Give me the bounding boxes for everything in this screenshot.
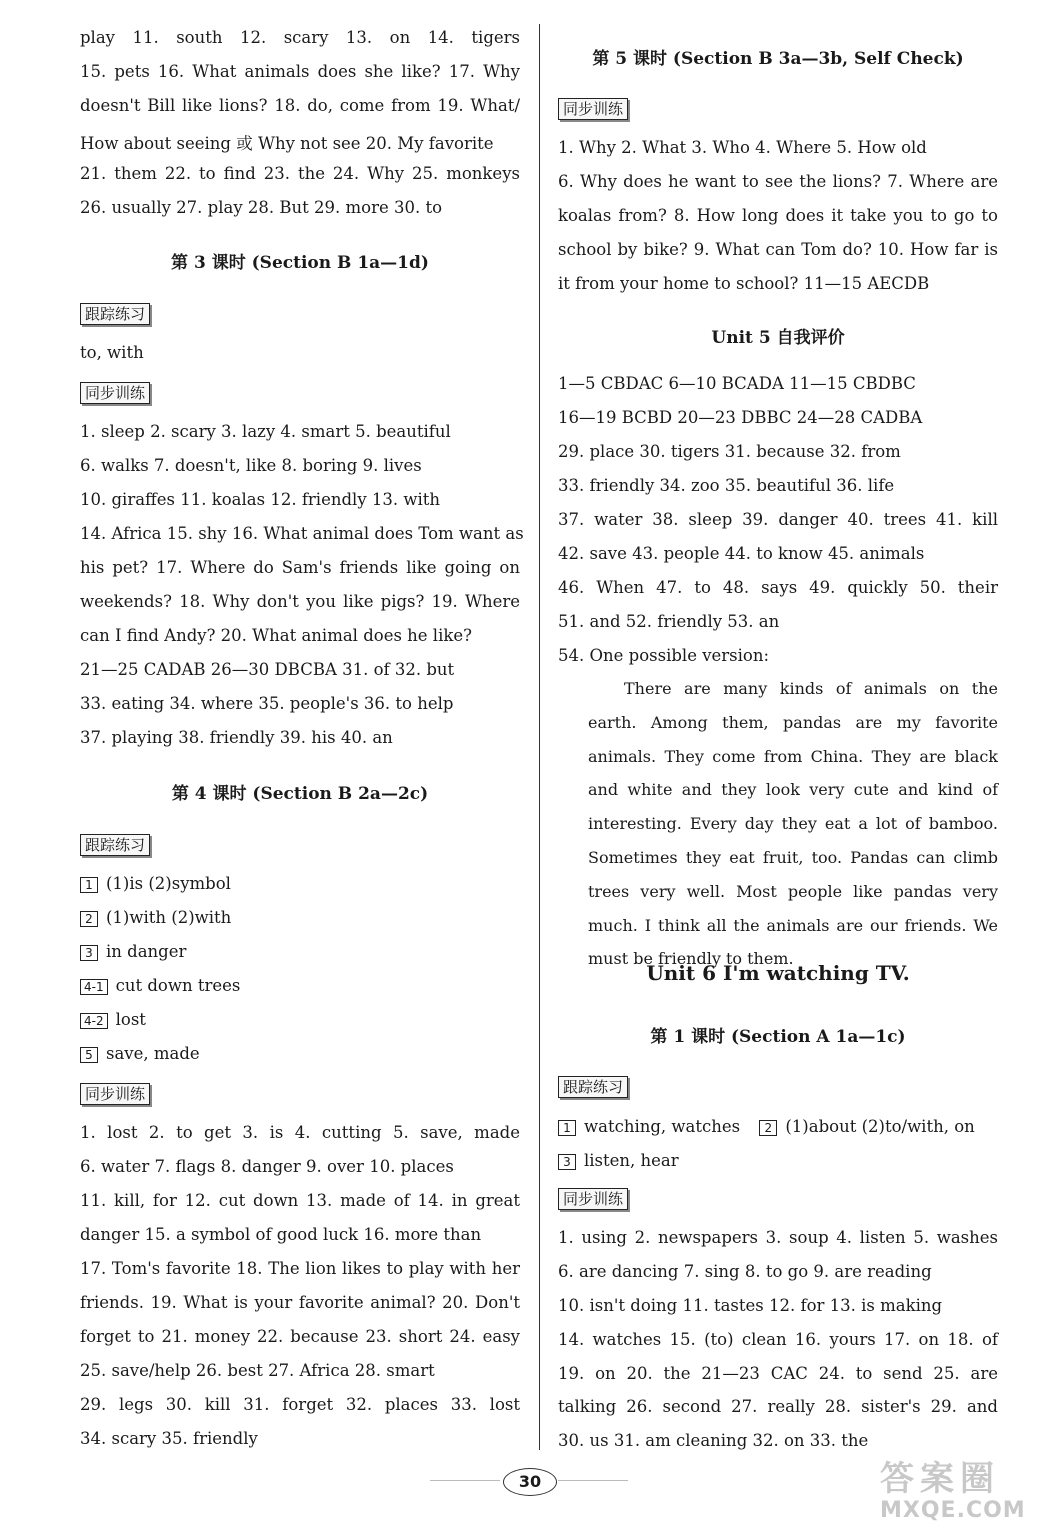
answer-line: 6. water 7. flags 8. danger 9. over 10. places [80,1157,454,1176]
lesson-heading: 第 3 课时 (Section B 1a—1d) [171,253,429,273]
answer-line: play 11. south 12. scary 13. on 14. tigers [80,28,520,47]
answer-line: 6. Why does he want to see the lions? 7. Where are [558,172,998,191]
answer-line: 34. scary 35. friendly [80,1429,258,1448]
lesson-heading: 第 5 课时 (Section B 3a—3b, Self Check) [592,49,964,69]
list-item: 4-1 cut down trees [80,976,520,995]
page-ornament-left [430,1480,500,1481]
answer-line: weekends? 18. Why don't you like pigs? 19. Where [80,592,520,611]
item-number-box: 1 [558,1120,576,1136]
list-item: 2 (1)with (2)with [80,908,520,927]
answer-line: 19. on 20. the 21—23 CAC 24. to send 25. are [558,1364,998,1383]
list-item: 5 save, made [80,1044,520,1063]
answer-line: 51. and 52. friendly 53. an [558,612,780,631]
answer-line: 42. save 43. people 44. to know 45. animals [558,544,925,563]
lesson-heading: 第 4 课时 (Section B 2a—2c) [171,784,429,804]
answer-line: 37. water 38. sleep 39. danger 40. trees 41. kill [558,510,998,529]
answer-line: 25. save/help 26. best 27. Africa 28. smart [80,1361,435,1380]
answer-line: danger 15. a symbol of good luck 16. more than [80,1225,482,1244]
answer-line: 33. eating 34. where 35. people's 36. to help [80,694,454,713]
sample-essay [588,672,998,976]
answer-line: 54. One possible version: [558,646,770,665]
answer-line: 30. us 31. am cleaning 32. on 33. the [558,1431,869,1450]
section-tag: 同步训练 [80,382,150,404]
answer-line: 37. playing 38. friendly 39. his 40. an [80,728,393,747]
answer-line: can I find Andy? 20. What animal does he like? [80,626,472,645]
answer-line: 14. watches 15. (to) clean 16. yours 17. on 18. of [558,1330,998,1349]
answer-line: 16—19 BCBD 20—23 DBBC 24—28 CADBA [558,408,923,427]
answer-line: 26. usually 27. play 28. But 29. more 30. to [80,198,443,217]
item-number-box: 4-1 [80,979,108,995]
section-tag: 同步训练 [558,98,628,120]
answer-line: friends. 19. What is your favorite animal? 20. Don't [80,1293,520,1312]
unit-title: Unit 6 I'm watching TV. [646,961,910,985]
lesson-heading: 第 1 课时 (Section A 1a—1c) [650,1027,906,1047]
answer-line: talking 26. second 27. really 28. sister's 29. and [558,1397,998,1416]
answer-line: 29. legs 30. kill 31. forget 32. places 33. lost [80,1395,520,1414]
list-item: 3 listen, hear [558,1151,998,1170]
section-tag: 同步训练 [558,1188,628,1210]
answer-line: to, with [80,343,144,362]
list-item: 3 in danger [80,942,520,961]
answer-line: 21. them 22. to find 23. the 24. Why 25. monkeys [80,164,520,183]
list-item: 1 watching, watches 2 (1)about (2)to/with, on [558,1117,998,1136]
list-item: 1 (1)is (2)symbol [80,874,520,893]
item-number-box: 3 [80,945,98,961]
answer-line: 6. are dancing 7. sing 8. to go 9. are reading [558,1262,932,1281]
answer-line: 11. kill, for 12. cut down 13. made of 14. in great [80,1191,520,1210]
section-tag: 跟踪练习 [558,1076,628,1098]
answer-line: 10. isn't doing 11. tastes 12. for 13. is making [558,1296,943,1315]
answer-line: 17. Tom's favorite 18. The lion likes to play with her [80,1259,520,1278]
answer-line: doesn't Bill like lions? 18. do, come from 19. What/ [80,96,520,115]
answer-line: it from your home to school? 11—15 AECDB [558,274,930,293]
page-ornament-right [558,1480,628,1481]
answer-line: 14. Africa 15. shy 16. What animal does Tom want as [80,524,524,543]
column-divider [539,24,540,1450]
answer-line: 6. walks 7. doesn't, like 8. boring 9. lives [80,456,422,475]
item-number-box: 1 [80,877,98,893]
answer-line: 15. pets 16. What animals does she like? 17. Why [80,62,520,81]
watermark-logo: 答案圈 MXQE.COM [880,1459,1026,1523]
essay-paragraph: There are many kinds of animals on the earth. Among them, pandas are my favorite animals. They come from China. They are black and white and they look very cute and kind of interesting. Every day they eat a lot of bamboo. Sometimes they eat fruit, too. Pandas can climb trees very well. Most people like pandas very much. I think all the animals are our friends. We must be friendly to them. [588,679,998,969]
item-number-box: 2 [759,1120,777,1136]
answer-line: 46. When 47. to 48. says 49. quickly 50. their [558,578,998,597]
answer-line: 1. sleep 2. scary 3. lazy 4. smart 5. beautiful [80,422,451,441]
answer-line: 1. lost 2. to get 3. is 4. cutting 5. save, made [80,1123,520,1142]
answer-line: 21—25 CADAB 26—30 DBCBA 31. of 32. but [80,660,455,679]
answer-line: 1. using 2. newspapers 3. soup 4. listen 5. washes [558,1228,998,1247]
answer-line: 1—5 CBDAC 6—10 BCADA 11—15 CBDBC [558,374,916,393]
answer-line: his pet? 17. Where do Sam's friends like going on [80,558,520,577]
answer-line: forget to 21. money 22. because 23. short 24. easy [80,1327,520,1346]
answer-line: koalas from? 8. How long does it take you to go to [558,206,998,225]
section-tag: 跟踪练习 [80,834,150,856]
section-tag: 同步训练 [80,1083,150,1105]
page-number: 30 [503,1468,557,1496]
answer-line: 10. giraffes 11. koalas 12. friendly 13. with [80,490,441,509]
section-tag: 跟踪练习 [80,303,150,325]
answer-line: 1. Why 2. What 3. Who 4. Where 5. How old [558,138,927,157]
item-number-box: 2 [80,911,98,927]
answer-line: How about seeing 或 Why not see 20. My favorite [80,134,494,153]
item-number-box: 4-2 [80,1013,108,1029]
unit-review-heading: Unit 5 自我评价 [711,328,845,348]
answer-line: 29. place 30. tigers 31. because 32. from [558,442,901,461]
answer-line: 33. friendly 34. zoo 35. beautiful 36. life [558,476,895,495]
item-number-box: 5 [80,1047,98,1063]
item-number-box: 3 [558,1154,576,1170]
list-item: 4-2 lost [80,1010,520,1029]
answer-line: school by bike? 9. What can Tom do? 10. How far is [558,240,998,259]
